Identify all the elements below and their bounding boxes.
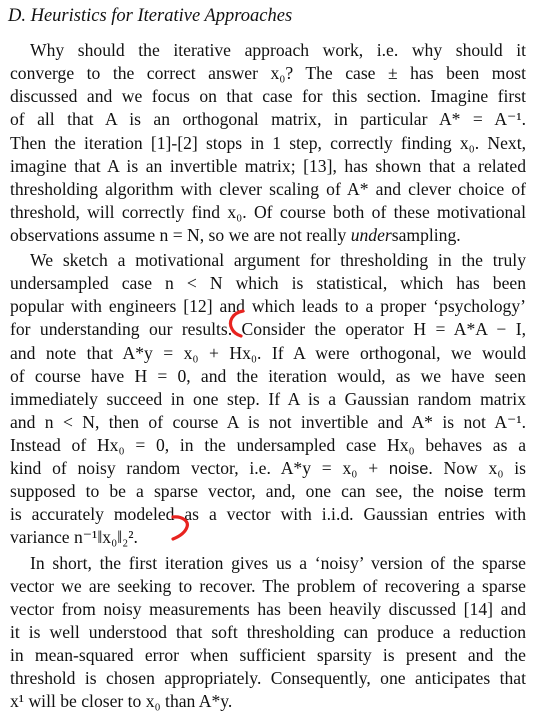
paragraph-3-line-5: in mean-squared error when sufficient sparsity is present and the — [10, 645, 526, 665]
paragraph-3-line-2: vector we are seeking to recover. The problem of recovering a sparse — [10, 576, 526, 596]
paragraph-3-line-6: threshold is chosen appropriately. Consequently, one anticipates that — [10, 668, 526, 688]
noise-word: noise — [444, 483, 484, 501]
paragraph-2-line-7: immediately succeed in one step. If A is a Gaussian random matrix — [10, 389, 526, 409]
paragraph-1-line-6: imagine that A is an invertible matrix; [13], has shown that a related — [10, 156, 526, 176]
paragraph-3-line-7: x¹ will be closer to x₀ than A*y. — [10, 691, 233, 711]
text-span: sampling. — [391, 225, 461, 245]
paragraph-1-line-3: discussed and we focus on that case for this section. Imagine first — [10, 86, 526, 106]
paragraph-2-line-1: We sketch a motivational argument for thresholding in the truly — [30, 250, 526, 270]
paragraph-2-line-8: and n < N, then of course A is not invertible and A* is not A⁻¹. — [10, 412, 526, 432]
paragraph-2-line-4: for understanding our results. Consider the operator H = A*A − I, — [10, 319, 526, 339]
paragraph-1-line-8: threshold, will correctly find x₀. Of course both of these motivational — [10, 202, 526, 222]
section-heading: D. Heuristics for Iterative Approaches — [8, 6, 293, 26]
paragraph-1-line-2: converge to the correct answer x₀? The case ± has been most — [10, 63, 526, 83]
paragraph-1-line-1: Why should the iterative approach work, i.e. why should it — [30, 40, 526, 60]
paragraph-2-line-3: popular with engineers [12] and which leads to a proper ‘psychology’ — [10, 296, 526, 316]
text-span: supposed to be a sparse vector, and, one can see, the — [10, 481, 435, 501]
paragraph-2-line-12: is accurately modeled as a vector with i.i.d. Gaussian entries with — [10, 504, 526, 524]
text-span: term — [483, 481, 526, 501]
paragraph-2-line-9: Instead of Hx₀ = 0, in the undersampled case Hx₀ behaves as a — [10, 435, 526, 455]
paragraph-3-line-3: vector from noisy measurements has been heavily discussed [14] and — [10, 599, 526, 619]
paragraph-1-line-5: Then the iteration [1]-[2] stops in 1 step, correctly finding x₀. Next, — [10, 133, 526, 153]
paragraph-2-line-5: and note that A*y = x₀ + Hx₀. If A were orthogonal, we would — [10, 343, 526, 363]
emphasis-under: under — [350, 225, 392, 245]
text-span: . Now x₀ is — [428, 458, 527, 478]
paragraph-2-line-2: undersampled case n < N which is statistical, which has been — [10, 273, 526, 293]
paragraph-3-line-4: it is well understood that soft thresholding can produce a reduction — [10, 622, 526, 642]
paragraph-1-line-4: of all that A is an orthogonal matrix, in particular A* = A⁻¹. — [10, 109, 526, 129]
paragraph-2-line-10 — [10, 456, 526, 480]
text-span: kind of noisy random vector, i.e. A*y = x₀ + — [10, 458, 389, 478]
noise-word: noise — [388, 460, 429, 478]
paragraph-2-line-11 — [10, 479, 526, 503]
paragraph-1-line-9 — [10, 223, 526, 247]
text-span: observations assume n = N, so we are not really — [10, 225, 351, 245]
paragraph-2-line-6: of course have H = 0, and the iteration would, as we have seen — [10, 366, 526, 386]
paragraph-2-line-13: variance n⁻¹‖x₀‖₂². — [10, 527, 138, 547]
paragraph-3-line-1: In short, the first iteration gives us a ‘noisy’ version of the sparse — [30, 553, 526, 573]
paragraph-1-line-7: thresholding algorithm with clever scaling of A* and clever choice of — [10, 179, 526, 199]
